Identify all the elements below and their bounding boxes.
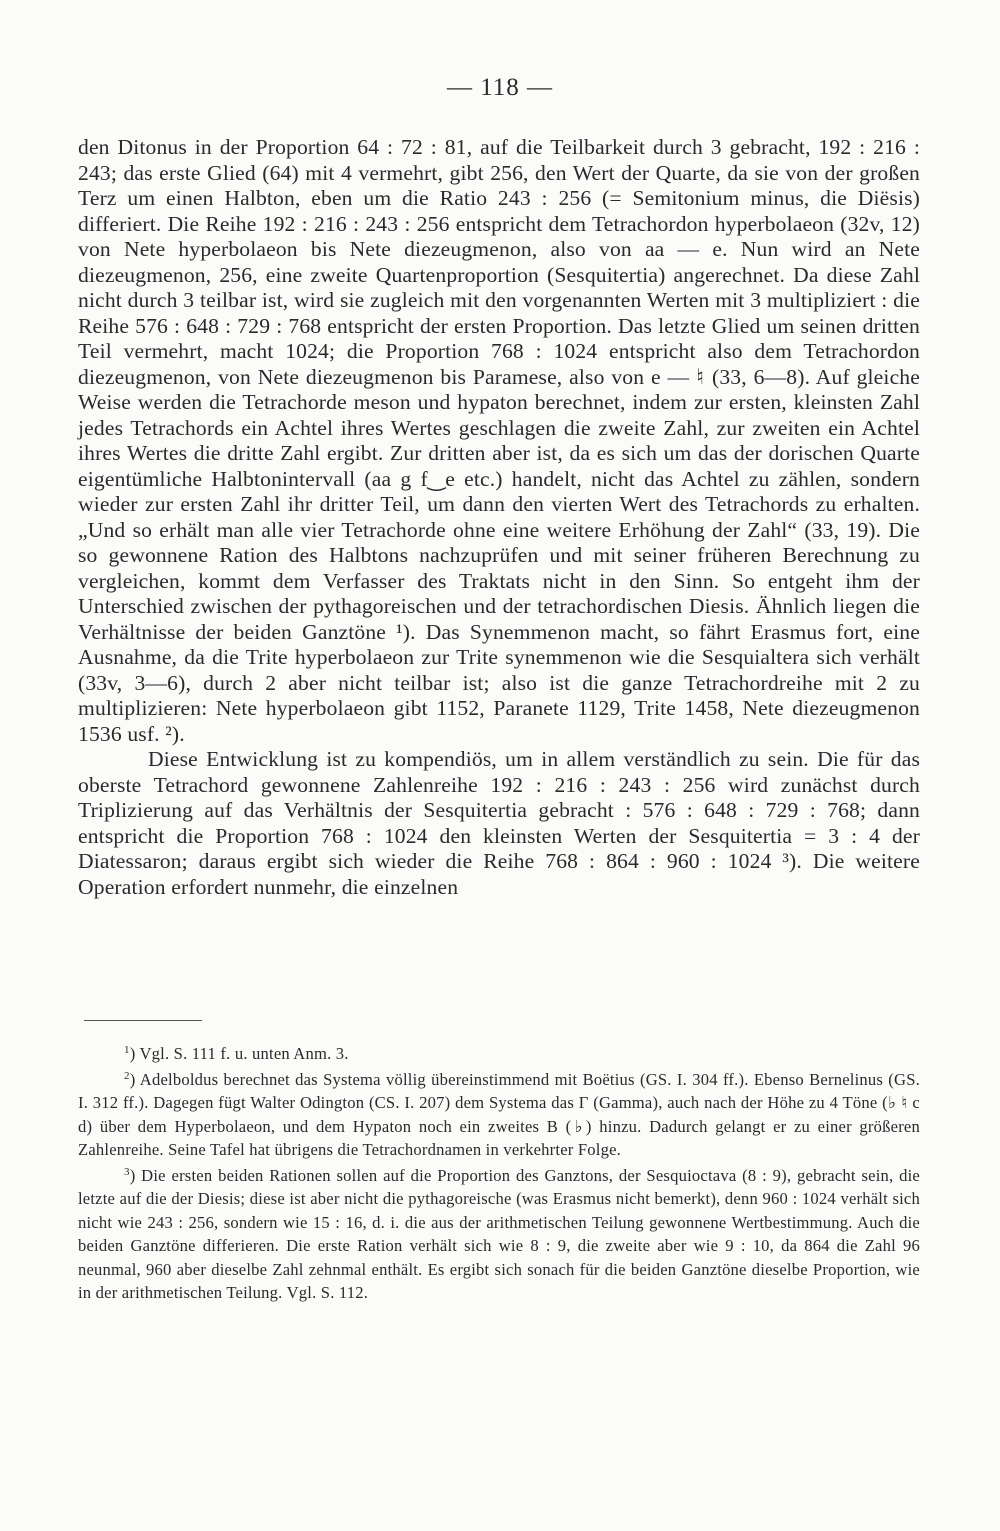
main-text <box>78 135 920 900</box>
paragraph: Diese Entwicklung ist zu kompendiös, um in allem verständlich zu sein. Die für das oberste Tetrachord gewonnene Zahlenreihe 192 : 216 : 243 : 256 wird zunächst durch Triplizierung auf das Verhältnis der Sesquitertia gebracht : 576 : 648 : 729 : 768; dann entspricht die Proportion 768 : 1024 den kleinsten Werten der Sesquitertia = 3 : 4 der Diatessaron; daraus ergibt sich wieder die Reihe 768 : 864 : 960 : 1024 ³). Die weitere Operation erfordert nunmehr, die einzelnen <box>78 747 920 899</box>
footnote-mark: 3 <box>124 1165 130 1178</box>
footnote <box>78 1068 920 1162</box>
footnote-text: ) Die ersten beiden Rationen sollen auf die Proportion des Ganztons, der Sesquioctava (8 : 9), gebracht sein, die letzte auf die der Diesis; diese ist aber nicht die pythagoreische (was Erasmus nicht bemerkt), denn 960 : 1024 verhält sich nicht wie 243 : 256, sondern wie 15 : 16, d. i. die aus der arithmetischen Teilung gewonnene Wertbestimmung. Auch die beiden Ganztöne differieren. Die erste Ration verhält sich wie 8 : 9, die zweite aber wie 9 : 10, da 864 die Zahl 96 neunmal, 960 aber dieselbe Zahl zehnmal enthält. Es ergibt sich sonach für die beiden Ganztöne dieselbe Proportion, wie in der arithmetischen Teilung. Vgl. S. 112. <box>78 1165 920 1302</box>
footnote <box>78 1164 920 1305</box>
footnotes <box>78 1042 920 1307</box>
paragraph: den Ditonus in der Proportion 64 : 72 : 81, auf die Teilbarkeit durch 3 gebracht, 192 : 216 : 243; das erste Glied (64) mit 4 vermehrt, gibt 256, den Wert der Quarte, da sie von der großen Terz um einen Halbton, eben um die Ratio 243 : 256 (= Semitonium minus, die Diësis) differiert. Die Reihe 192 : 216 : 243 : 256 entspricht dem Tetrachordon hyperbolaeon (32v, 12) von Nete hyperbolaeon bis Nete diezeugmenon, also von aa — e. Nun wird an Nete diezeugmenon, 256, eine zweite Quartenproportion (Sesquitertia) angerechnet. Da diese Zahl nicht durch 3 teilbar ist, wird sie zugleich mit den vorgenannten Werten mit 3 multipliziert : die Reihe 576 : 648 : 729 : 768 entspricht der ersten Proportion. Das letzte Glied um seinen dritten Teil vermehrt, macht 1024; die Proportion 768 : 1024 entspricht also dem Tetrachordon diezeugmenon, von Nete diezeugmenon bis Paramese, also von e — ♮ (33, 6—8). Auf gleiche Weise werden die Tetrachorde meson und hypaton berechnet, indem zur ersten, kleinsten Zahl jedes Tetrachords ein Achtel ihres Wertes geschlagen die zweite Zahl, zur zweiten ein Achtel ihres Wertes die dritte Zahl ergibt. Zur dritten aber ist, da es sich um das der dorischen Quarte eigentümliche Halbtonintervall (aa g f‿e etc.) handelt, nicht das Achtel zu zählen, sondern wieder zur ersten Zahl ihr dritter Teil, um dann den vierten Wert des Tetrachords zu erhalten. „Und so erhält man alle vier Tetrachorde ohne eine weitere Erhöhung der Zahl“ (33, 19). Die so gewonnene Ration des Halbtons nachzuprüfen und mit seiner früheren Berechnung zu vergleichen, kommt dem Verfasser des Traktats nicht in den Sinn. So entgeht ihm der Unterschied zwischen der pythagoreischen und der tetrachordischen Diesis. Ähnlich liegen die Verhältnisse der beiden Ganztöne ¹). Das Synemmenon macht, so fährt Erasmus fort, eine Ausnahme, da die Trite hyperbolaeon zur Trite synemmenon wie die Sesquialtera sich verhält (33v, 3—6), durch 2 aber nicht teilbar ist; also ist die ganze Tetrachordreihe mit 2 zu multiplizieren: Nete hyperbolaeon gibt 1152, Paranete 1129, Trite 1458, Nete diezeugmenon 1536 usf. ²). <box>78 135 920 746</box>
footnote-text: ) Adelboldus berechnet das Systema völlig übereinstimmend mit Boëtius (GS. I. 304 ff.). Ebenso Bernelinus (GS. I. 312 ff.). Dagegen fügt Walter Odington (CS. I. 207) dem Systema das Γ (Gamma), auch nach der Höhe zu 4 Töne (♭ ♮ c d) über dem Hyperbolaeon, und dem Hypaton noch ein zweites B (♭) hinzu. Dadurch gelangt er zu einer größeren Zahlenreihe. Seine Tafel hat übrigens die Tetrachordnamen in verkehrter Folge. <box>78 1069 920 1159</box>
footnote-divider <box>84 1020 202 1021</box>
footnote <box>78 1042 920 1066</box>
page-number: — 118 — <box>446 74 554 101</box>
footnote-mark: 2 <box>124 1069 130 1082</box>
footnote-text: ) Vgl. S. 111 f. u. unten Anm. 3. <box>129 1044 349 1063</box>
footnote-mark: 1 <box>124 1044 130 1056</box>
